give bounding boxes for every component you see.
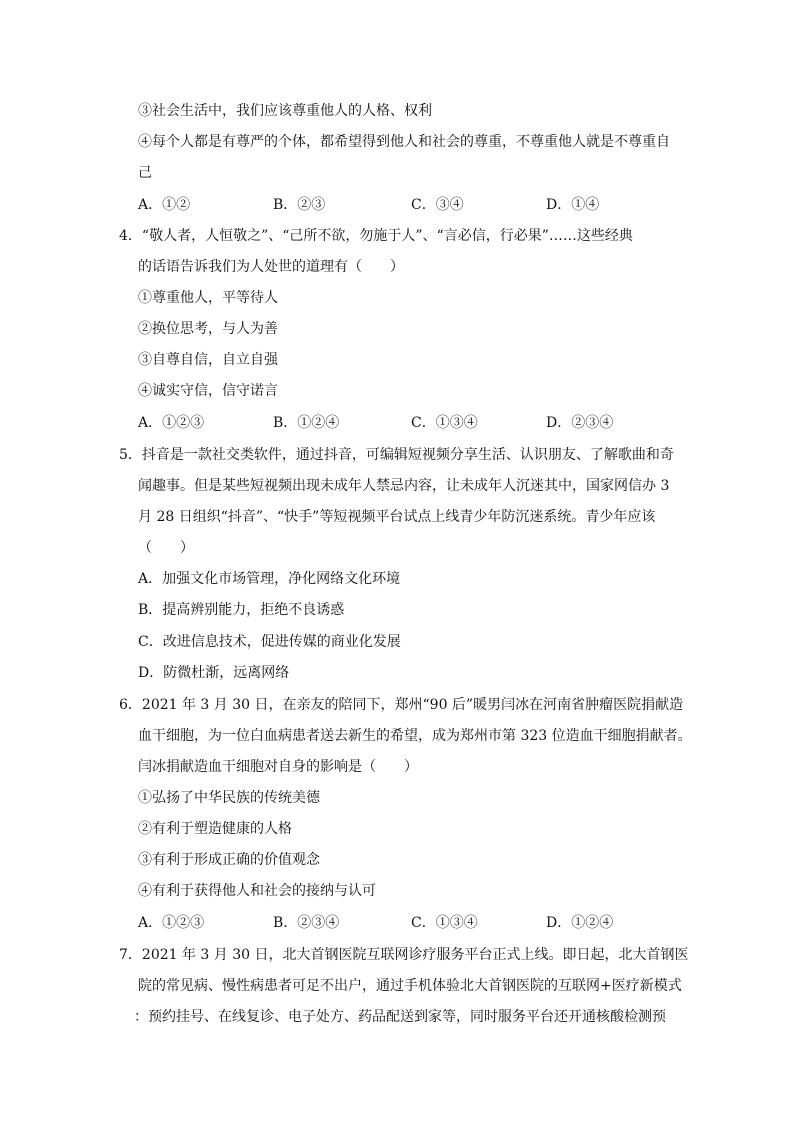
q3-options xyxy=(0,195,700,215)
q6-option-b: B．②③④ xyxy=(273,915,340,931)
q3-option-b: B．②③ xyxy=(273,197,326,213)
q7-stem-line1: 7．2021 年 3 月 30 日，北大首钢医院互联网诊疗服务平台正式上线。即日起，北大首钢医 xyxy=(119,947,689,963)
q6-option-c: C．①③④ xyxy=(411,915,478,931)
q3-option-c: C．③④ xyxy=(411,197,464,213)
q4-statement-3: ③自尊自信，自立自强 xyxy=(138,352,278,368)
q6-stem-line2: 血干细胞，为一位白血病患者送去新生的希望，成为郑州市第 323 位造血干细胞捐献者。 xyxy=(138,728,692,744)
q5-stem-line4: （ ） xyxy=(138,540,194,556)
q4-options xyxy=(0,413,700,433)
q3-option-a: A．①② xyxy=(138,197,191,213)
q5-stem-line2: 闻趣事。但是某些短视频出现未成年人禁忌内容，让未成年人沉迷其中，国家网信办 3 xyxy=(138,478,670,494)
q6-option-d: D．①②④ xyxy=(546,915,614,931)
q3-option-d: D．①④ xyxy=(546,197,600,213)
q5-stem-line3: 月 28 日组织“抖音”、“快手”等短视频平台试点上线青少年防沉迷系统。青少年应该 xyxy=(138,509,656,525)
q6-option-a: A．①②③ xyxy=(138,915,205,931)
q4-stem-line2: 的话语告诉我们为人处世的道理有（ ） xyxy=(138,259,404,275)
q3-statement-3: ③社会生活中，我们应该尊重他人的人格、权利 xyxy=(138,103,432,119)
q6-stem-line3: 闫冰捐献造血干细胞对自身的影响是（ ） xyxy=(138,759,418,775)
q7-stem-line2: 院的常见病、慢性病患者可足不出户，通过手机体验北大首钢医院的互联网+医疗新模式 xyxy=(138,978,682,994)
q3-statement-4-line2: 己 xyxy=(138,165,152,181)
q7-stem-line3: ：预约挂号、在线复诊、电子处方、药品配送到家等，同时服务平台还开通核酸检测预 xyxy=(134,1009,666,1025)
q6-statement-3: ③有利于形成正确的价值观念 xyxy=(138,852,320,868)
q5-option-a: A．加强文化市场管理，净化网络文化环境 xyxy=(138,571,401,587)
q4-option-c: C．①③④ xyxy=(411,415,478,431)
q5-option-b: B．提高辨别能力，拒绝不良诱惑 xyxy=(138,602,345,618)
q4-option-b: B．①②④ xyxy=(273,415,340,431)
q6-statement-4: ④有利于获得他人和社会的接纳与认可 xyxy=(138,883,376,899)
q5-option-d: D．防微杜渐，远离网络 xyxy=(138,665,290,681)
q4-stem-line1: 4．“敬人者，人恒敬之”、“己所不欲，勿施于人”、“言必信，行必果”……这些经典 xyxy=(119,228,633,244)
q6-statement-2: ②有利于塑造健康的人格 xyxy=(138,821,292,837)
q4-statement-1: ①尊重他人，平等待人 xyxy=(138,290,278,306)
q4-statement-4: ④诚实守信，信守诺言 xyxy=(138,383,278,399)
q4-statement-2: ②换位思考，与人为善 xyxy=(138,321,278,337)
q3-statement-4-line1: ④每个人都是有尊严的个体，都希望得到他人和社会的尊重，不尊重他人就是不尊重自 xyxy=(138,134,670,150)
q4-option-d: D．②③④ xyxy=(546,415,614,431)
q5-stem-line1: 5．抖音是一款社交类软件，通过抖音，可编辑短视频分享生活、认识朋友、了解歌曲和奇 xyxy=(119,447,674,463)
q6-statement-1: ①弘扬了中华民族的传统美德 xyxy=(138,790,320,806)
q5-option-c: C．改进信息技术，促进传媒的商业化发展 xyxy=(138,634,401,650)
q6-options xyxy=(0,913,700,933)
q6-stem-line1: 6．2021 年 3 月 30 日，在亲友的陪同下，郑州“90 后”暖男闫冰在河南省肿瘤医院捐献造 xyxy=(119,697,684,713)
q4-option-a: A．①②③ xyxy=(138,415,205,431)
